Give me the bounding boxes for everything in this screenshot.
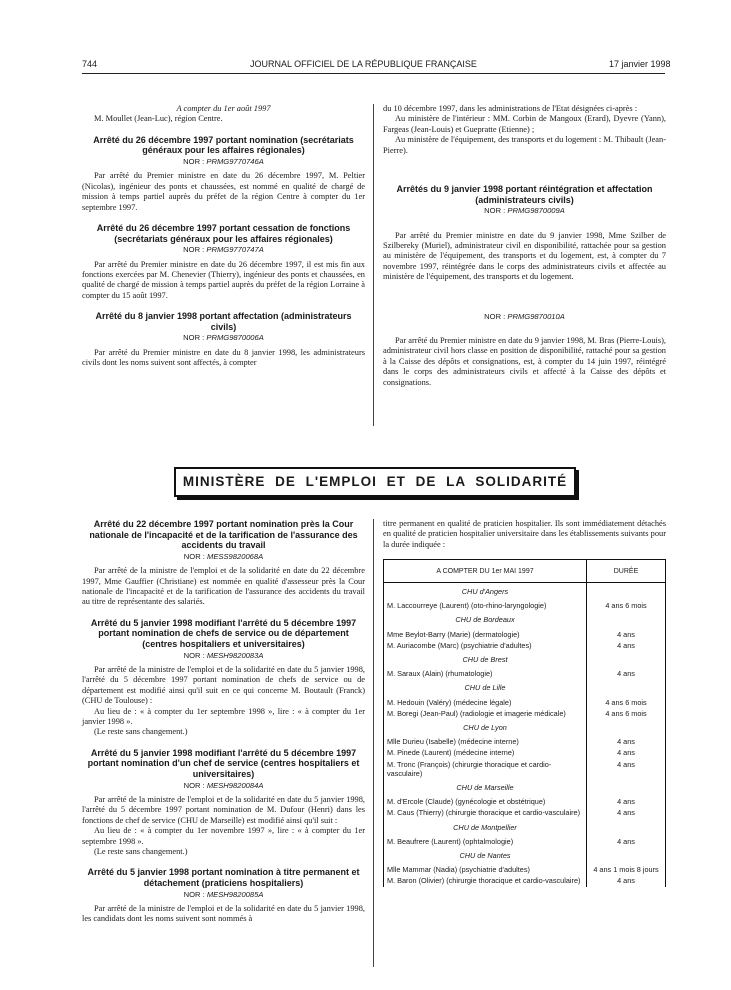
duration-value: 4 ans 6 mois [587,600,666,611]
continued-text: du 10 décembre 1997, dans les administrations de l'Etat désignées ci-après : [383,104,638,113]
hospital-group-row [384,583,666,601]
empty-cell [587,611,666,628]
practitioner-name: Mme Beylot-Barry (Marie) (dermatologie) [387,629,520,639]
journal-title: JOURNAL OFFICIEL DE LA RÉPUBLIQUE FRANÇAISE [250,59,477,69]
duration-value: 4 ans 6 mois [587,708,666,719]
arrete-text: Par arrêté du Premier ministre en date du 9 janvier 1998, Mme Szilber de Szilbereky (Muriel), administrateur civil en disponibilité, rattachée pour sa gestion au ministère de l'équipement, des transports et du logement, est, à compter du 7 novembre 1997, réintégrée dans le corps des administrateurs civils et affectée au ministère de l'équipement, des transports et du logement. [383,230,666,282]
hospital-name: CHU d'Angers [461,587,509,596]
nor-reference: NOR : MESH9820083A [183,650,264,660]
nor-reference: NOR : PRMG9870009A [484,206,565,216]
duration-value: 4 ans [587,640,666,651]
table-row [384,697,666,708]
practitioner-name: Mlle Durieu (Isabelle) (médecine interne) [387,737,519,747]
nor-reference: NOR : PRMG9870010A [484,311,565,321]
duration-value: 4 ans [587,668,666,679]
practitioner-name: M. Caus (Thierry) (chirurgie thoracique et cardio-vasculaire) [387,808,581,818]
arrete-text: Par arrêté du Premier ministre en date du 26 décembre 1997, il est mis fin aux fonctions exercées par M. Chenevier (Thierry), ingénieur des ponts et chaussées, en qualité de chargé de mission à temps partiel auprès du préfet de la région Lorraine à compter du 15 août 1997. [82,259,365,300]
hospital-group-row [384,847,666,864]
duration-value: 4 ans [587,759,666,779]
practitioner-name: M. Baron (Olivier) (chirurgie thoracique et cardio-vasculaire) [387,876,581,886]
hospital-group-row [384,819,666,836]
duration-value: 4 ans [587,736,666,747]
intro-line: M. Moullet (Jean-Luc), région Centre. [94,114,223,124]
table-row [384,600,666,611]
table-row [384,836,666,847]
practitioner-name: M. Boregi (Jean-Paul) (radiologie et imagerie médicale) [387,708,566,718]
table-row [384,759,666,779]
nor-reference: NOR : PRMG9770747A [183,245,264,255]
empty-cell [587,719,666,736]
duration-value: 4 ans [587,836,666,847]
reste-sans-changement: (Le reste sans changement.) [94,727,188,737]
page-number: 744 [82,59,98,69]
left-column-bottom [82,519,365,925]
table-row [384,796,666,807]
issue-date: 17 janvier 1998 [609,59,671,69]
empty-cell [587,583,666,601]
practitioner-name: M. Tronc (François) (chirurgie thoracique et cardio-vasculaire) [387,759,552,778]
table-row [384,668,666,679]
hospital-name: CHU de Montpellier [453,822,517,832]
duration-value: 4 ans [587,747,666,758]
nor-reference: NOR : MESS9820068A [183,551,264,561]
hospital-group-row [384,719,666,736]
equipement-list: Au ministère de l'équipement, des transports et du logement : M. Thibault (Jean-Pierre). [383,135,666,155]
nor-reference: NOR : MESH9820084A [183,780,264,790]
empty-cell [587,679,666,696]
arrete-title: Arrêté du 8 janvier 1998 portant affectation (administrateurs civils) [95,311,352,332]
interieur-list: Au ministère de l'intérieur : MM. Corbin de Mangoux (Erard), Dyevre (Yann), Fargeas (Jean-Louis) et Guepratte (Etienne) ; [383,114,666,134]
hospital-group-row [384,679,666,696]
nor-reference: NOR : MESH9820085A [183,889,264,899]
header-rule [82,73,665,74]
arrete-title: Arrêté du 5 janvier 1998 modifiant l'arrêté du 5 décembre 1997 portant nomination d'un chef de service (centres hospitaliers et universitaires) [87,747,360,780]
duration-value: 4 ans 6 mois [587,697,666,708]
empty-cell [587,819,666,836]
arrete-text: Par arrêté du Premier ministre en date du 8 janvier 1998, les administrateurs civils dont les noms suivent sont affectés, à compter [82,347,365,368]
arrete-text: Par arrêté de la ministre de l'emploi et de la solidarité en date du 5 janvier 1998, l'arrêté du 5 décembre 1997 portant nomination de M. Dufour (Henri) dans les fonctions de chef de service (CHU de Marseille) est modifié ainsi qu'il suit : [82,795,365,825]
arrete-text: Par arrêté de la ministre de l'emploi et de la solidarité en date du 5 janvier 1998, les candidats dont les noms suivent sont nommés à [82,904,365,924]
practitioner-name: M. Laccourreye (Laurent) (oto-rhino-laryngologie) [387,601,547,611]
right-column-bottom [383,519,666,550]
hospital-name: CHU de Bordeaux [455,615,515,625]
table-row [384,747,666,758]
table-row [384,807,666,818]
arrete-title: Arrêté du 22 décembre 1997 portant nomination près la Cour nationale de l'incapacité et de la tarification de l'assurance des accidents du travail [89,519,358,551]
table-row [384,708,666,719]
hospital-name: CHU de Lille [464,683,506,693]
practitioner-name: M. Pinede (Laurent) (médecine interne) [387,748,515,758]
arrete-text: Par arrêté du Premier ministre en date du 26 décembre 1997, M. Peltier (Nicolas), ingénieur des ponts et chaussées, est nommé en qualité de chargé de mission à temps partiel auprès du préfet de la région Centre à compter du 1er septembre 1997. [82,171,365,212]
ministry-banner: MINISTÈRE DE L'EMPLOI ET DE LA SOLIDARITÉ [174,467,576,497]
empty-cell [587,779,666,796]
practitioner-name: Mlle Mammar (Nadia) (psychiatrie d'adultes) [387,865,530,875]
practitioner-name: M. Hedouin (Valéry) (médecine légale) [387,697,512,707]
arrete-title: Arrêtés du 9 janvier 1998 portant réintégration et affectation (administrateurs civils) [396,184,653,205]
empty-cell [587,651,666,668]
empty-cell [587,847,666,864]
table-row [384,875,666,886]
hospital-name: CHU de Brest [462,655,508,665]
duration-value: 4 ans [587,629,666,640]
column-divider-top [373,104,374,426]
reste-sans-changement: (Le reste sans changement.) [94,847,188,857]
intro-date: A compter du 1er août 1997 [176,104,271,113]
arrete-title: Arrêté du 26 décembre 1997 portant cessation de fonctions (secrétariats généraux pour les affaires régionales) [96,223,351,244]
table-row [384,736,666,747]
appointments-table [383,559,666,887]
duration-value: 4 ans [587,796,666,807]
au-lieu-de: Au lieu de : « à compter du 1er septembre 1998 », lire : « à compter du 1er janvier 1998 ». [82,706,365,727]
nor-reference: NOR : PRMG9770746A [183,157,264,166]
practitioner-name: M. Beaufrere (Laurent) (ophtalmologie) [387,836,514,846]
arrete-title: Arrêté du 5 janvier 1998 portant nomination à titre permanent et détachement (praticiens hospitaliers) [87,867,360,889]
arrete-text: Par arrêté de la ministre de l'emploi et de la solidarité en date du 22 décembre 1997, Mme Gauffier (Christiane) est nommée en qualité d'assesseur près la Cour nationale de l'incapacité et de la tarification de l'assurance des accidents du travail au titre de représentante des salariés. [82,566,365,607]
au-lieu-de: Au lieu de : « à compter du 1er novembre 1997 », lire : « à compter du 1er septembre 1998 ». [82,826,365,846]
right-column-top [383,104,666,388]
duration-value: 4 ans 1 mois 8 jours [587,864,666,875]
continued-text: titre permanent en qualité de praticien hospitalier. Ils sont immédiatement détachés en qualité de praticien hospitalier universitaire dans les établissements suivants pour la durée indiquée : [383,519,666,549]
left-column-top [82,104,365,369]
hospital-group-row [384,779,666,796]
hospital-name: CHU de Lyon [463,723,507,733]
arrete-title: Arrêté du 26 décembre 1997 portant nomination (secrétariats généraux pour les affaires régionales) [93,134,354,156]
hospital-group-row [384,651,666,668]
table-row [384,864,666,875]
table-row [384,629,666,640]
arrete-title: Arrêté du 5 janvier 1998 modifiant l'arrêté du 5 décembre 1997 portant nomination de chefs de service ou de département (centres hospitaliers et universitaires) [90,617,357,649]
arrete-text: Par arrêté de la ministre de l'emploi et de la solidarité en date du 5 janvier 1998, l'arrêté du 5 décembre 1997 portant nomination de chefs de service ou de département est modifié ainsi qu'il suit en ce qui concerne M. Boutault (Franck) (CHU de Toulouse) : [82,665,365,706]
practitioner-name: M. d'Ercole (Claude) (gynécologie et obstétrique) [387,797,546,807]
column-divider-bottom [373,519,374,967]
practitioner-name: M. Saraux (Alain) (rhumatologie) [387,669,493,679]
arrete-text: Par arrêté du Premier ministre en date du 9 janvier 1998, M. Bras (Pierre-Louis), administrateur civil hors classe en position de disponibilité, rattaché pour sa gestion à la Caisse des dépôts et consignations, est, à compter du 14 juin 1997, réintégré dans le corps des administrateurs civils et affecté à la Caisse des dépôts et consignations. [383,336,666,387]
hospital-name: CHU de Marseille [456,783,514,793]
column-header-duration: DURÉE [587,560,666,583]
column-header-date: A COMPTER DU 1er MAI 1997 [384,560,587,583]
duration-value: 4 ans [587,875,666,886]
table-row [384,640,666,651]
nor-reference: NOR : PRMG9870006A [183,333,264,343]
practitioner-name: M. Auriacombe (Marc) (psychiatrie d'adultes) [387,640,532,650]
hospital-group-row [384,611,666,628]
duration-value: 4 ans [587,807,666,818]
hospital-name: CHU de Nantes [459,851,511,861]
